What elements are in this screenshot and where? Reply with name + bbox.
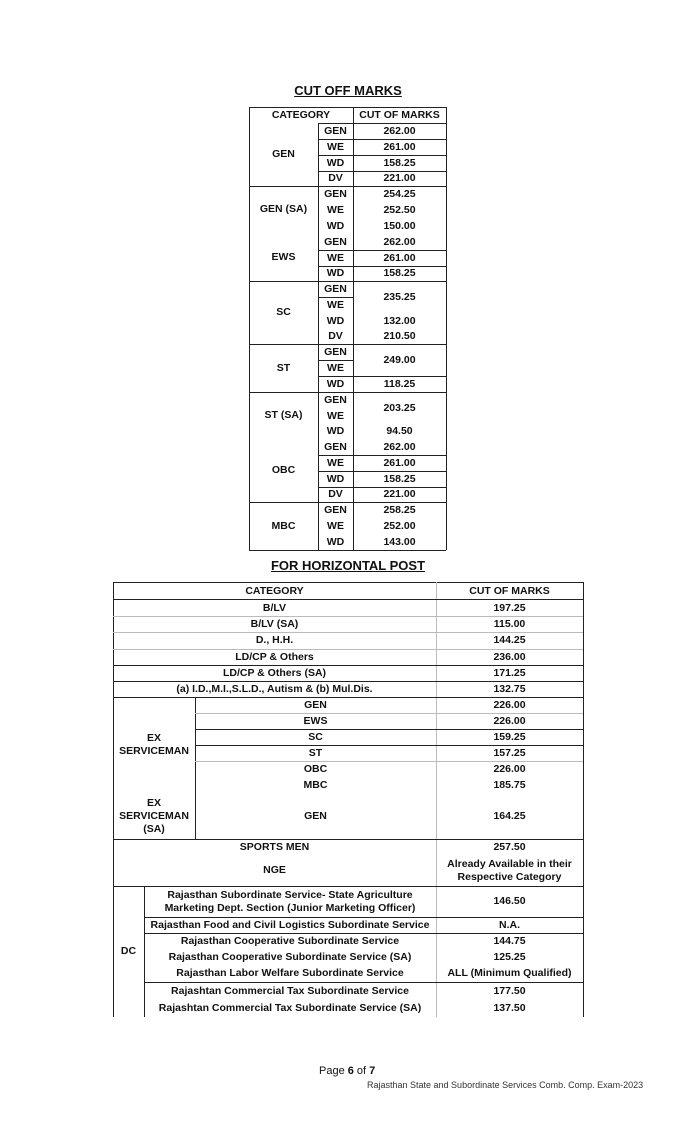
- category-st: ST: [276, 361, 291, 374]
- category-dc: DC: [120, 945, 137, 957]
- page-title: CUT OFF MARKS: [294, 83, 402, 98]
- marks-value: 197.25: [493, 601, 526, 614]
- marks-value: 210.50: [383, 330, 416, 342]
- category-cell: D., H.H.: [255, 634, 294, 646]
- category-nge: NGE: [263, 864, 286, 876]
- sub-category: SC: [308, 730, 323, 743]
- marks-value: 262.00: [383, 440, 416, 453]
- service-name: Rajashtan Commercial Tax Subordinate Service (SA): [158, 1002, 422, 1014]
- sub-category: WE: [327, 361, 344, 374]
- sub-category: DV: [328, 330, 343, 342]
- sub-category: WE: [327, 203, 344, 216]
- sub-category: WD: [326, 425, 345, 437]
- table-border: [249, 550, 446, 551]
- sub-category: EWS: [303, 714, 328, 727]
- category-st-sa: ST (SA): [264, 409, 303, 421]
- marks-value: 146.50: [493, 895, 526, 907]
- category-sc: SC: [276, 306, 291, 318]
- footer-exam-name: Rajasthan State and Subordinate Services Comb. Comp. Exam-2023: [367, 1080, 644, 1090]
- sub-category: OBC: [303, 762, 328, 775]
- sub-category: DV: [328, 172, 343, 184]
- marks-value: 115.00: [493, 617, 526, 630]
- sub-category: MBC: [303, 778, 328, 791]
- marks-value: 164.25: [493, 809, 526, 822]
- marks-value: 235.25: [383, 290, 416, 303]
- marks-value: 221.00: [383, 172, 416, 184]
- marks-value: 159.25: [493, 730, 526, 743]
- header-category: CATEGORY: [271, 108, 331, 121]
- marks-value: 226.00: [493, 698, 526, 711]
- header-marks: CUT OF MARKS: [469, 584, 550, 597]
- sub-category: WD: [326, 314, 345, 327]
- marks-value: 157.25: [493, 746, 526, 759]
- marks-value: 203.25: [383, 401, 416, 414]
- category-gen-sa: GEN (SA): [259, 203, 308, 215]
- sub-category: WD: [326, 535, 345, 548]
- marks-value: 150.00: [383, 219, 416, 232]
- marks-value: 262.00: [383, 235, 416, 248]
- header-marks: CUT OF MARKS: [359, 108, 440, 121]
- marks-value: 257.50: [493, 840, 526, 853]
- category-cell: B/LV: [262, 601, 287, 614]
- header-category: CATEGORY: [245, 584, 304, 597]
- marks-value: 143.00: [383, 535, 416, 548]
- category-mbc: MBC: [271, 519, 296, 532]
- sub-category: GEN: [324, 235, 347, 248]
- sub-category: DV: [328, 488, 343, 500]
- table-border: [583, 582, 584, 1017]
- marks-value: 137.50: [493, 1002, 526, 1014]
- section-title-horizontal: FOR HORIZONTAL POST: [270, 558, 426, 573]
- marks-value: 262.00: [383, 124, 416, 137]
- marks-value: 125.25: [493, 950, 526, 963]
- category-cell: (a) I.D.,M.I.,S.L.D., Autism & (b) Mul.Dis.: [176, 682, 373, 695]
- sub-category: WD: [326, 219, 345, 232]
- sub-category: WE: [327, 298, 344, 311]
- sub-category: WD: [326, 156, 345, 169]
- category-gen: GEN: [272, 148, 295, 160]
- sub-category: GEN: [324, 440, 347, 453]
- sub-category: WD: [326, 267, 345, 279]
- marks-value: 171.25: [493, 666, 526, 679]
- category-sports-men: SPORTS MEN: [239, 840, 310, 853]
- marks-value: 254.25: [383, 187, 416, 200]
- category-cell: LD/CP & Others: [235, 650, 314, 663]
- category-cell: B/LV (SA): [250, 617, 299, 630]
- sub-category: WE: [327, 409, 344, 422]
- sub-category: WE: [327, 456, 344, 469]
- sub-category: GEN: [324, 393, 347, 406]
- service-name: Rajasthan Labor Welfare Subordinate Service: [176, 967, 404, 979]
- table-border: [446, 107, 447, 550]
- service-name: Rajasthan Food and Civil Logistics Subordinate Service: [150, 918, 430, 931]
- category-ex-serviceman-sa: EX SERVICEMAN (SA): [119, 796, 189, 835]
- sub-category: GEN: [324, 187, 347, 200]
- marks-value: 132.75: [493, 682, 526, 695]
- marks-value: 118.25: [383, 377, 416, 390]
- marks-value: 252.50: [383, 203, 416, 216]
- marks-value: 261.00: [383, 251, 416, 264]
- category-ews: EWS: [271, 251, 296, 263]
- marks-value: 158.25: [383, 472, 416, 485]
- marks-value: 185.75: [493, 778, 526, 791]
- sub-category: GEN: [324, 503, 347, 516]
- service-name: Rajasthan Cooperative Subordinate Service: [180, 934, 400, 947]
- marks-value: 144.25: [493, 634, 526, 646]
- category-cell: LD/CP & Others (SA): [222, 666, 327, 679]
- sub-category: WD: [326, 472, 345, 485]
- marks-value: 144.75: [493, 934, 526, 947]
- marks-value: 258.25: [383, 503, 416, 516]
- service-name: Rajasthan Subordinate Service- State Agriculture Marketing Dept. Section (Junior Marketing Officer): [164, 888, 416, 914]
- sub-category: WE: [327, 519, 344, 532]
- sub-category: GEN: [304, 698, 327, 711]
- category-ex-serviceman: EX SERVICEMAN: [119, 732, 189, 757]
- marks-value: 94.50: [386, 425, 413, 437]
- marks-value: 132.00: [383, 314, 416, 327]
- sub-category: GEN: [324, 124, 347, 137]
- marks-value: 249.00: [383, 353, 416, 366]
- marks-value: 158.25: [383, 156, 416, 169]
- sub-category: GEN: [304, 809, 327, 822]
- service-name: Rajashtan Commercial Tax Subordinate Service: [171, 985, 409, 997]
- service-name: Rajasthan Cooperative Subordinate Service (SA): [168, 950, 412, 963]
- marks-value: 226.00: [493, 762, 526, 775]
- marks-value: Already Available in their Respective Category: [447, 857, 572, 883]
- sub-category: ST: [308, 746, 323, 759]
- category-obc: OBC: [271, 464, 296, 476]
- marks-value: ALL (Minimum Qualified): [447, 967, 572, 979]
- sub-category: GEN: [324, 345, 347, 358]
- sub-category: GEN: [324, 282, 347, 295]
- marks-value: 158.25: [383, 267, 416, 279]
- marks-value: 177.50: [493, 985, 526, 997]
- marks-value: 261.00: [383, 140, 416, 153]
- sub-category: WD: [326, 377, 345, 390]
- marks-value: 236.00: [493, 650, 526, 663]
- marks-value: 221.00: [383, 488, 416, 500]
- page-number: Page 6 of 7: [319, 1065, 376, 1077]
- sub-category: WE: [327, 251, 344, 264]
- marks-value: 261.00: [383, 456, 416, 469]
- sub-category: WE: [327, 140, 344, 153]
- marks-value: 252.00: [383, 519, 416, 532]
- marks-value: N.A.: [499, 918, 520, 931]
- marks-value: 226.00: [493, 714, 526, 727]
